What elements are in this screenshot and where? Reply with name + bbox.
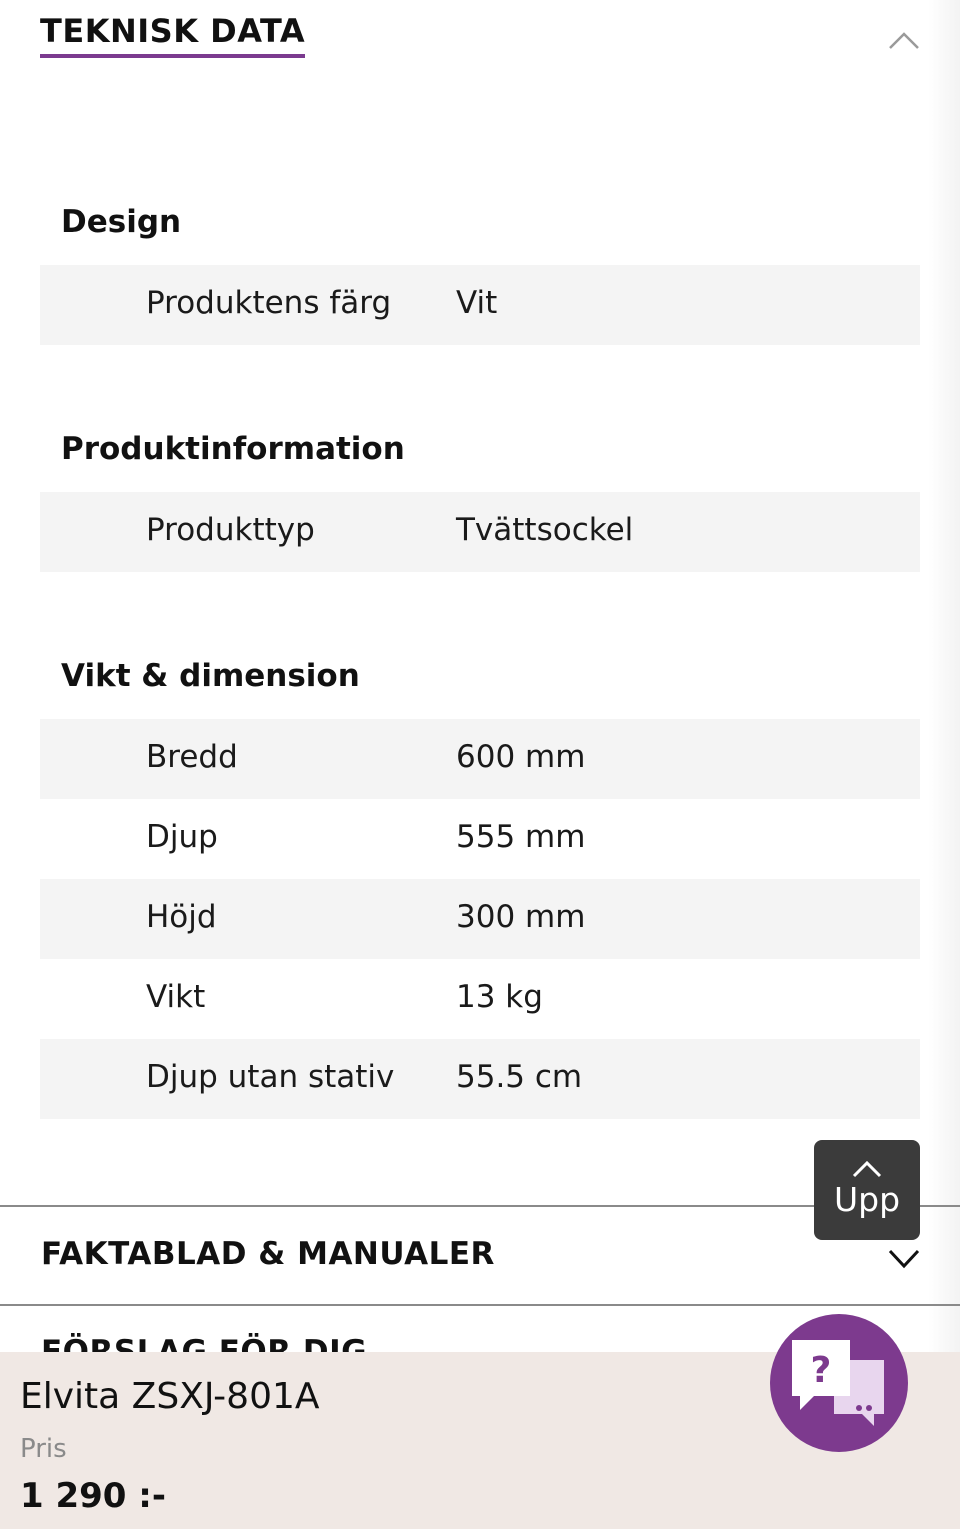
- spec-label: Produktens färg: [146, 285, 392, 321]
- spec-label: Produkttyp: [146, 512, 315, 548]
- arrow-up-icon: [851, 1160, 883, 1178]
- product-name: Elvita ZSXJ-801A: [20, 1376, 320, 1417]
- spec-label: Djup: [146, 819, 218, 855]
- accordion-technical-data-header[interactable]: [40, 0, 920, 90]
- scroll-to-top-button[interactable]: [814, 1140, 920, 1240]
- spec-label: Höjd: [146, 899, 217, 935]
- svg-text:?: ?: [810, 1350, 832, 1391]
- chat-question-icon: [790, 1336, 888, 1430]
- spec-row: [40, 799, 920, 879]
- spec-row: [40, 959, 920, 1039]
- price-label: Pris: [20, 1434, 67, 1464]
- spec-value: Tvättsockel: [456, 512, 634, 548]
- chevron-down-icon[interactable]: [888, 1248, 920, 1270]
- spec-value: 555 mm: [456, 819, 586, 855]
- spec-row: [40, 265, 920, 345]
- spec-group-product-info-title: Produktinformation: [61, 431, 405, 467]
- spec-value: 13 kg: [456, 979, 543, 1015]
- accordion-faktablad-title[interactable]: FAKTABLAD & MANUALER: [41, 1236, 495, 1272]
- spec-row: [40, 492, 920, 572]
- spec-value: Vit: [456, 285, 498, 321]
- price-value: 1 290 :-: [20, 1476, 167, 1516]
- chevron-up-icon[interactable]: [888, 28, 920, 52]
- scroll-to-top-label: Upp: [833, 1180, 901, 1219]
- spec-label: Djup utan stativ: [146, 1059, 395, 1095]
- spec-value: 300 mm: [456, 899, 586, 935]
- spec-row: [40, 1039, 920, 1119]
- spec-row: [40, 879, 920, 959]
- spec-value: 600 mm: [456, 739, 586, 775]
- divider: [0, 1304, 960, 1306]
- spec-group-design-title: Design: [61, 204, 182, 240]
- spec-label: Bredd: [146, 739, 238, 775]
- accordion-technical-data-title: TEKNISK DATA: [40, 12, 305, 58]
- chat-support-button[interactable]: [770, 1314, 908, 1452]
- spec-value: 55.5 cm: [456, 1059, 583, 1095]
- spec-row: [40, 719, 920, 799]
- spec-label: Vikt: [146, 979, 206, 1015]
- spec-group-weight-dimension-title: Vikt & dimension: [61, 658, 360, 694]
- scrollbar-track[interactable]: [928, 0, 960, 1529]
